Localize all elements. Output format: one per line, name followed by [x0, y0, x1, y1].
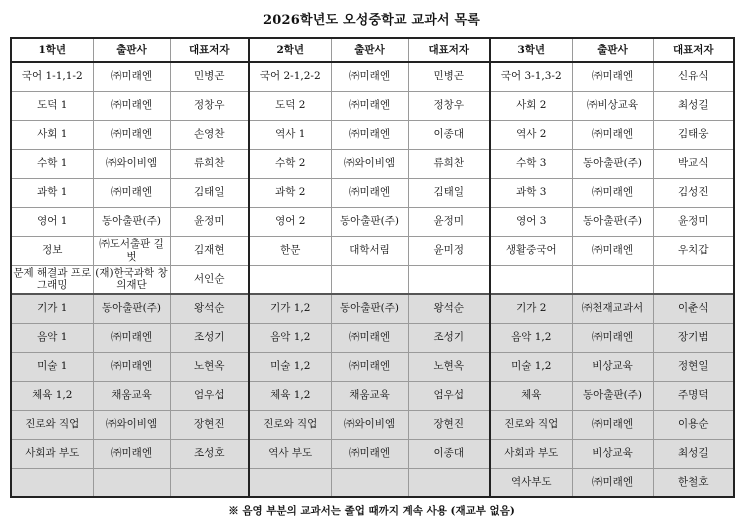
table-row: [11, 468, 734, 497]
cell-grade2-publisher: [331, 265, 408, 294]
cell-grade3-author: 정현일: [653, 352, 734, 381]
cell-grade3-publisher: ㈜미래엔: [572, 62, 653, 91]
cell-grade1-publisher: 동아출판(주): [93, 207, 170, 236]
cell-grade1-publisher: ㈜도서출판 길벗: [93, 236, 170, 265]
cell-grade3-author: 한철호: [653, 468, 734, 497]
cell-grade2-subject: [249, 265, 331, 294]
header-grade1: 1학년: [11, 38, 93, 62]
cell-grade2-author: [408, 468, 490, 497]
cell-grade2-publisher: 대학서림: [331, 236, 408, 265]
cell-grade1-author: 정창우: [170, 91, 249, 120]
cell-grade2-author: 이종대: [408, 439, 490, 468]
cell-grade1-subject: 음악 1: [11, 323, 93, 352]
cell-grade1-author: 서인순: [170, 265, 249, 294]
header-publisher2: 출판사: [331, 38, 408, 62]
cell-grade3-author: [653, 265, 734, 294]
cell-grade2-subject: 음악 1,2: [249, 323, 331, 352]
cell-grade3-subject: 영어 3: [490, 207, 572, 236]
table-row: [11, 236, 734, 265]
cell-grade3-subject: 수학 3: [490, 149, 572, 178]
cell-grade3-author: 장기범: [653, 323, 734, 352]
table-row: [11, 323, 734, 352]
cell-grade2-publisher: ㈜미래엔: [331, 439, 408, 468]
table-row: [11, 265, 734, 294]
cell-grade3-author: 신유식: [653, 62, 734, 91]
cell-grade3-publisher: 비상교육: [572, 352, 653, 381]
cell-grade1-subject: [11, 468, 93, 497]
cell-grade1-author: 김태일: [170, 178, 249, 207]
cell-grade1-publisher: ㈜미래엔: [93, 439, 170, 468]
cell-grade1-subject: 기가 1: [11, 294, 93, 323]
cell-grade2-author: 민병곤: [408, 62, 490, 91]
cell-grade1-author: 김재현: [170, 236, 249, 265]
table-row: [11, 62, 734, 91]
cell-grade2-author: 류희찬: [408, 149, 490, 178]
cell-grade3-publisher: ㈜천재교과서: [572, 294, 653, 323]
cell-grade2-publisher: 동아출판(주): [331, 207, 408, 236]
table-body: [11, 62, 734, 497]
cell-grade1-subject: 사회 1: [11, 120, 93, 149]
cell-grade1-author: [170, 468, 249, 497]
cell-grade3-publisher: ㈜미래엔: [572, 178, 653, 207]
cell-grade3-publisher: 동아출판(주): [572, 149, 653, 178]
cell-grade2-publisher: ㈜미래엔: [331, 178, 408, 207]
cell-grade1-subject: 진로와 직업: [11, 410, 93, 439]
cell-grade1-publisher: 동아출판(주): [93, 294, 170, 323]
cell-grade2-subject: 역사 1: [249, 120, 331, 149]
cell-grade2-publisher: [331, 468, 408, 497]
textbook-table: [10, 37, 735, 498]
cell-grade1-subject: 정보: [11, 236, 93, 265]
cell-grade3-publisher: [572, 265, 653, 294]
cell-grade2-publisher: ㈜미래엔: [331, 62, 408, 91]
cell-grade3-author: 이춘식: [653, 294, 734, 323]
cell-grade1-publisher: [93, 468, 170, 497]
cell-grade3-author: 최성길: [653, 439, 734, 468]
table-row: [11, 207, 734, 236]
cell-grade1-author: 민병곤: [170, 62, 249, 91]
cell-grade1-subject: 과학 1: [11, 178, 93, 207]
cell-grade3-publisher: ㈜미래엔: [572, 120, 653, 149]
cell-grade2-author: [408, 265, 490, 294]
cell-grade3-author: 김태웅: [653, 120, 734, 149]
cell-grade1-publisher: 채움교육: [93, 381, 170, 410]
cell-grade3-author: 윤정미: [653, 207, 734, 236]
document-title: 2026학년도 오성중학교 교과서 목록: [262, 13, 480, 28]
header-publisher1: 출판사: [93, 38, 170, 62]
cell-grade3-publisher: ㈜미래엔: [572, 410, 653, 439]
cell-grade2-subject: 과학 2: [249, 178, 331, 207]
table-row: [11, 410, 734, 439]
cell-grade2-author: 조성기: [408, 323, 490, 352]
cell-grade3-subject: 과학 3: [490, 178, 572, 207]
cell-grade3-subject: 역사부도: [490, 468, 572, 497]
cell-grade1-author: 장현진: [170, 410, 249, 439]
cell-grade1-publisher: ㈜미래엔: [93, 91, 170, 120]
cell-grade2-subject: 진로와 직업: [249, 410, 331, 439]
cell-grade3-subject: 생활중국어: [490, 236, 572, 265]
cell-grade3-author: 주명덕: [653, 381, 734, 410]
cell-grade1-author: 류희찬: [170, 149, 249, 178]
cell-grade1-subject: 영어 1: [11, 207, 93, 236]
cell-grade2-publisher: ㈜미래엔: [331, 120, 408, 149]
cell-grade2-subject: 한문: [249, 236, 331, 265]
cell-grade3-author: 박교식: [653, 149, 734, 178]
cell-grade2-author: 김태일: [408, 178, 490, 207]
cell-grade3-author: 최성길: [653, 91, 734, 120]
cell-grade3-publisher: 동아출판(주): [572, 381, 653, 410]
cell-grade2-subject: [249, 468, 331, 497]
cell-grade1-author: 조성기: [170, 323, 249, 352]
table-row: [11, 149, 734, 178]
cell-grade2-subject: 미술 1,2: [249, 352, 331, 381]
cell-grade1-subject: 사회과 부도: [11, 439, 93, 468]
header-grade3: 3학년: [490, 38, 572, 62]
cell-grade2-author: 노현옥: [408, 352, 490, 381]
table-row: [11, 352, 734, 381]
cell-grade1-publisher: ㈜미래엔: [93, 120, 170, 149]
cell-grade3-subject: 사회 2: [490, 91, 572, 120]
table-header-row: [11, 38, 734, 62]
table-row: [11, 91, 734, 120]
header-author3: 대표저자: [653, 38, 734, 62]
cell-grade1-author: 왕석순: [170, 294, 249, 323]
cell-grade2-publisher: ㈜미래엔: [331, 352, 408, 381]
cell-grade1-publisher: ㈜미래엔: [93, 178, 170, 207]
cell-grade1-publisher: ㈜와이비엠: [93, 410, 170, 439]
cell-grade1-author: 엄우섭: [170, 381, 249, 410]
cell-grade2-subject: 영어 2: [249, 207, 331, 236]
cell-grade1-author: 조성호: [170, 439, 249, 468]
table-row: [11, 439, 734, 468]
cell-grade1-subject: 미술 1: [11, 352, 93, 381]
cell-grade3-subject: 체육: [490, 381, 572, 410]
cell-grade1-subject: 체육 1,2: [11, 381, 93, 410]
cell-grade3-subject: 진로와 직업: [490, 410, 572, 439]
cell-grade2-subject: 도덕 2: [249, 91, 331, 120]
cell-grade3-publisher: 동아출판(주): [572, 207, 653, 236]
cell-grade2-author: 엄우섭: [408, 381, 490, 410]
cell-grade1-publisher: ㈜미래엔: [93, 352, 170, 381]
table-row: [11, 120, 734, 149]
cell-grade2-publisher: ㈜와이비엠: [331, 149, 408, 178]
cell-grade2-author: 윤미정: [408, 236, 490, 265]
cell-grade1-publisher: (재)한국과학 창의재단: [93, 265, 170, 294]
header-grade2: 2학년: [249, 38, 331, 62]
cell-grade2-publisher: ㈜와이비엠: [331, 410, 408, 439]
cell-grade3-publisher: ㈜비상교육: [572, 91, 653, 120]
cell-grade3-author: 이용순: [653, 410, 734, 439]
cell-grade2-publisher: ㈜미래엔: [331, 323, 408, 352]
cell-grade2-subject: 체육 1,2: [249, 381, 331, 410]
cell-grade2-author: 왕석순: [408, 294, 490, 323]
cell-grade3-subject: 미술 1,2: [490, 352, 572, 381]
table-row: [11, 381, 734, 410]
cell-grade2-publisher: 채움교육: [331, 381, 408, 410]
cell-grade1-subject: 국어 1-1,1-2: [11, 62, 93, 91]
cell-grade1-publisher: ㈜미래엔: [93, 323, 170, 352]
cell-grade1-subject: 문제 해결과 프로그래밍: [11, 265, 93, 294]
cell-grade3-publisher: ㈜미래엔: [572, 468, 653, 497]
cell-grade2-subject: 역사 부도: [249, 439, 331, 468]
cell-grade1-publisher: ㈜와이비엠: [93, 149, 170, 178]
cell-grade2-subject: 국어 2-1,2-2: [249, 62, 331, 91]
cell-grade3-publisher: 비상교육: [572, 439, 653, 468]
table-row: [11, 178, 734, 207]
footnote: ※ 음영 부분의 교과서는 졸업 때까지 계속 사용 (재교부 없음): [228, 505, 515, 517]
cell-grade3-publisher: ㈜미래엔: [572, 323, 653, 352]
cell-grade2-author: 이종대: [408, 120, 490, 149]
cell-grade1-author: 노현옥: [170, 352, 249, 381]
cell-grade1-author: 윤정미: [170, 207, 249, 236]
cell-grade1-subject: 도덕 1: [11, 91, 93, 120]
cell-grade2-publisher: ㈜미래엔: [331, 91, 408, 120]
cell-grade2-subject: 수학 2: [249, 149, 331, 178]
table-row: [11, 294, 734, 323]
header-publisher3: 출판사: [572, 38, 653, 62]
cell-grade2-author: 정창우: [408, 91, 490, 120]
header-author1: 대표저자: [170, 38, 249, 62]
cell-grade3-subject: [490, 265, 572, 294]
cell-grade3-subject: 국어 3-1,3-2: [490, 62, 572, 91]
cell-grade3-author: 김성진: [653, 178, 734, 207]
cell-grade2-author: 장현진: [408, 410, 490, 439]
cell-grade2-publisher: 동아출판(주): [331, 294, 408, 323]
cell-grade3-subject: 사회과 부도: [490, 439, 572, 468]
cell-grade3-subject: 기가 2: [490, 294, 572, 323]
cell-grade1-author: 손영찬: [170, 120, 249, 149]
cell-grade2-subject: 기가 1,2: [249, 294, 331, 323]
cell-grade3-publisher: ㈜미래엔: [572, 236, 653, 265]
cell-grade2-author: 윤정미: [408, 207, 490, 236]
cell-grade3-author: 우치갑: [653, 236, 734, 265]
header-author2: 대표저자: [408, 38, 490, 62]
cell-grade3-subject: 음악 1,2: [490, 323, 572, 352]
cell-grade1-subject: 수학 1: [11, 149, 93, 178]
cell-grade1-publisher: ㈜미래엔: [93, 62, 170, 91]
cell-grade3-subject: 역사 2: [490, 120, 572, 149]
